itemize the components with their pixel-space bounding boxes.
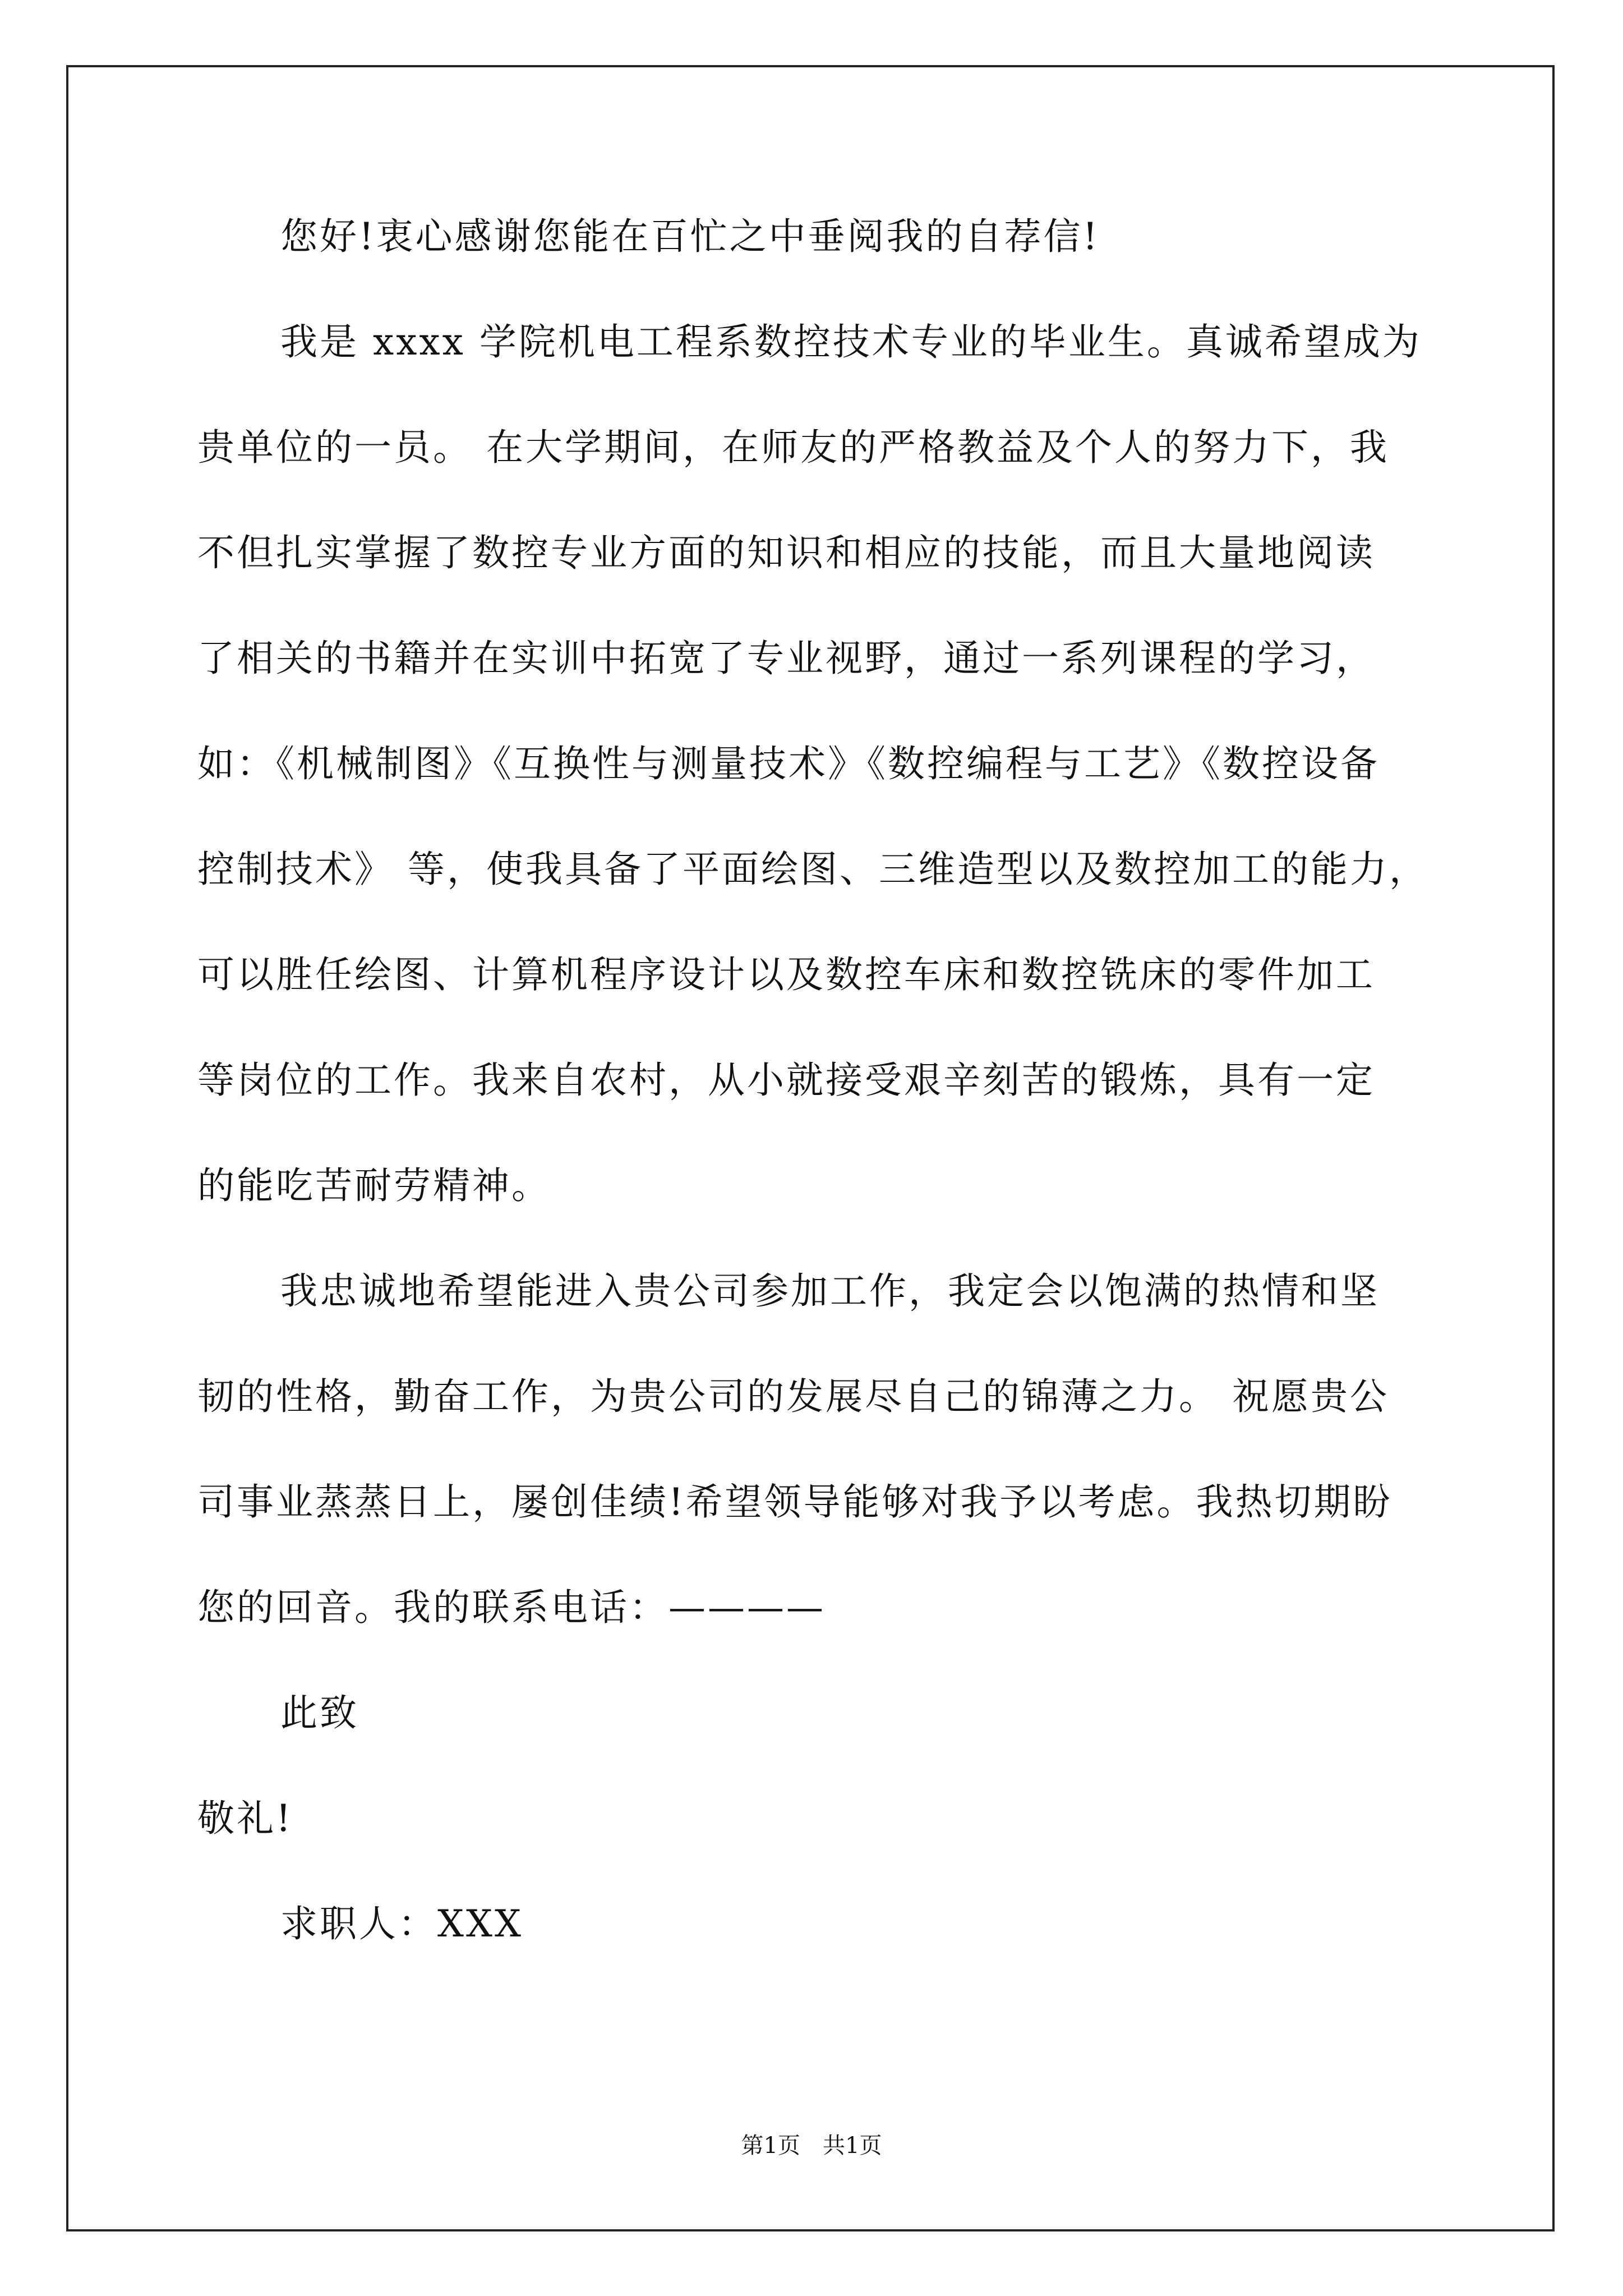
signature-line: 求职人：XXX bbox=[280, 1902, 523, 1945]
paragraph-line: 您的回音。我的联系电话：———— bbox=[197, 1586, 826, 1629]
paragraph-line: 我是 xxxx 学院机电工程系数控技术专业的毕业生。真诚希望成为 bbox=[280, 320, 1422, 364]
paragraph-line: 我忠诚地希望能进入贵公司参加工作，我定会以饱满的热情和坚 bbox=[280, 1269, 1380, 1313]
page-total: 共1页 bbox=[823, 2133, 882, 2159]
paragraph-line: 了相关的书籍并在实训中拓宽了专业视野，通过一系列课程的学习， bbox=[197, 637, 1375, 680]
page-footer bbox=[0, 2129, 1623, 2162]
closing-line: 此致 bbox=[280, 1691, 359, 1734]
paragraph-line: 等岗位的工作。我来自农村，从小就接受艰辛刻苦的锻炼，具有一定 bbox=[197, 1059, 1375, 1102]
paragraph-line: 控制技术》 等，使我具备了平面绘图、三维造型以及数控加工的能力， bbox=[197, 848, 1428, 891]
page-number: 第1页 bbox=[741, 2133, 800, 2159]
paragraph-line: 韧的性格，勤奋工作，为贵公司的发展尽自己的锦薄之力。 祝愿贵公 bbox=[197, 1375, 1389, 1418]
greeting-line: 您好!衷心感谢您能在百忙之中垂阅我的自荐信! bbox=[280, 215, 1100, 258]
paragraph-line: 如：《机械制图》《互换性与测量技术》《数控编程与工艺》《数控设备 bbox=[197, 742, 1380, 785]
paragraph-line: 贵单位的一员。 在大学期间，在师友的严格教益及个人的努力下，我 bbox=[197, 426, 1389, 469]
paragraph-line: 的能吃苦耐劳精神。 bbox=[197, 1164, 551, 1207]
paragraph-line: 司事业蒸蒸日上，屡创佳绩!希望领导能够对我予以考虑。我热切期盼 bbox=[197, 1480, 1393, 1524]
salute-line: 敬礼! bbox=[197, 1797, 293, 1840]
paragraph-line: 可以胜任绘图、计算机程序设计以及数控车床和数控铣床的零件加工 bbox=[197, 953, 1375, 996]
paragraph-line: 不但扎实掌握了数控专业方面的知识和相应的技能，而且大量地阅读 bbox=[197, 531, 1375, 574]
